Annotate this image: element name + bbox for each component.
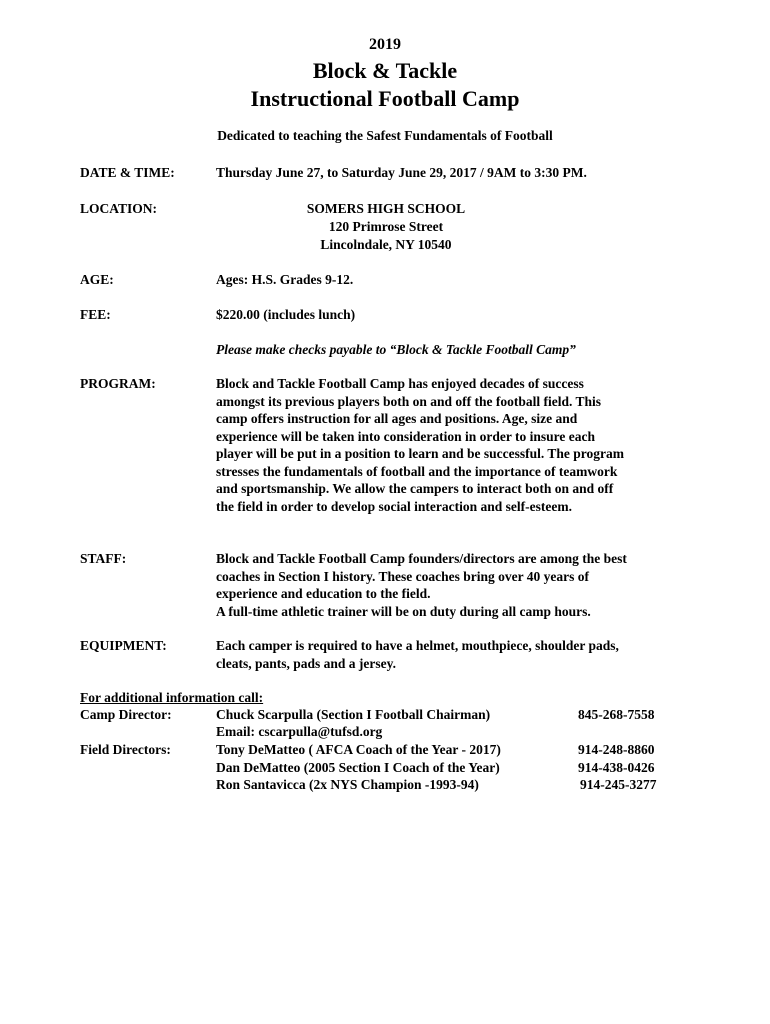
camp-title-line2: Instructional Football Camp xyxy=(250,86,520,111)
camp-director-name: Chuck Scarpulla (Section I Football Chairman) xyxy=(216,707,491,722)
camp-year: 2019 xyxy=(369,36,401,53)
age-label: AGE: xyxy=(80,272,114,287)
camp-subtitle: Dedicated to teaching the Safest Fundamentals of Football xyxy=(217,128,553,143)
staff-line: Block and Tackle Football Camp founders/directors are among the best xyxy=(216,551,627,566)
equipment-description xyxy=(216,637,694,672)
fee-value: $220.00 (includes lunch) xyxy=(216,307,356,322)
location-line: Lincolndale, NY 10540 xyxy=(320,237,452,252)
equipment-label: EQUIPMENT: xyxy=(80,638,167,653)
fee-payment-note: Please make checks payable to “Block & Tackle Football Camp” xyxy=(216,342,576,357)
equipment-line: Each camper is required to have a helmet, mouthpiece, shoulder pads, xyxy=(216,638,619,653)
equipment-line: cleats, pants, pads and a jersey. xyxy=(216,655,397,671)
staff-line: coaches in Section I history. These coaches bring over 40 years of xyxy=(216,568,589,584)
program-line: amongst its previous players both on and off the football field. This xyxy=(216,393,602,409)
staff-line: experience and education to the field. xyxy=(216,586,431,601)
program-line: stresses the fundamentals of football and the importance of teamwork xyxy=(216,463,618,479)
program-line: Block and Tackle Football Camp has enjoyed decades of success xyxy=(216,376,584,391)
staff-description xyxy=(216,550,694,620)
location-line: SOMERS HIGH SCHOOL xyxy=(306,201,466,216)
field-director-phone: 914-248-8860 xyxy=(578,742,655,757)
field-director-name: Dan DeMatteo (2005 Section I Coach of the Year) xyxy=(216,760,500,775)
staff-line: A full-time athletic trainer will be on duty during all camp hours. xyxy=(216,603,591,619)
staff-label: STAFF: xyxy=(80,551,127,566)
program-line: and sportsmanship. We allow the campers to interact both on and off xyxy=(216,481,614,496)
camp-director-email: Email: cscarpulla@tufsd.org xyxy=(216,724,383,739)
program-line: camp offers instruction for all ages and positions. Age, size and xyxy=(216,411,578,426)
field-directors-label: Field Directors: xyxy=(80,742,171,757)
location-label: LOCATION: xyxy=(80,201,158,216)
fee-label: FEE: xyxy=(80,307,111,322)
date-time-value: Thursday June 27, to Saturday June 29, 2017 / 9AM to 3:30 PM. xyxy=(216,165,587,180)
program-line: player will be put in a position to learn and be successful. The program xyxy=(216,446,625,461)
field-director-name: Tony DeMatteo ( AFCA Coach of the Year - 2017) xyxy=(216,742,501,757)
field-director-phone: 914-438-0426 xyxy=(578,760,655,775)
program-line: the field in order to develop social interaction and self-esteem. xyxy=(216,498,572,514)
location-address xyxy=(216,200,556,254)
program-label: PROGRAM: xyxy=(80,376,156,391)
field-director-phone: 914-245-3277 xyxy=(580,777,657,792)
program-line: experience will be taken into consideration in order to insure each xyxy=(216,428,595,444)
camp-director-label: Camp Director: xyxy=(80,707,172,722)
program-description xyxy=(216,375,694,515)
contact-heading: For additional information call: xyxy=(80,690,264,705)
location-line: 120 Primrose Street xyxy=(328,219,444,234)
field-director-name: Ron Santavicca (2x NYS Champion -1993-94) xyxy=(216,777,479,792)
age-value: Ages: H.S. Grades 9-12. xyxy=(216,272,354,287)
camp-director-phone: 845-268-7558 xyxy=(578,707,655,722)
camp-title-line1: Block & Tackle xyxy=(312,58,458,83)
date-time-label: DATE & TIME: xyxy=(80,165,175,180)
